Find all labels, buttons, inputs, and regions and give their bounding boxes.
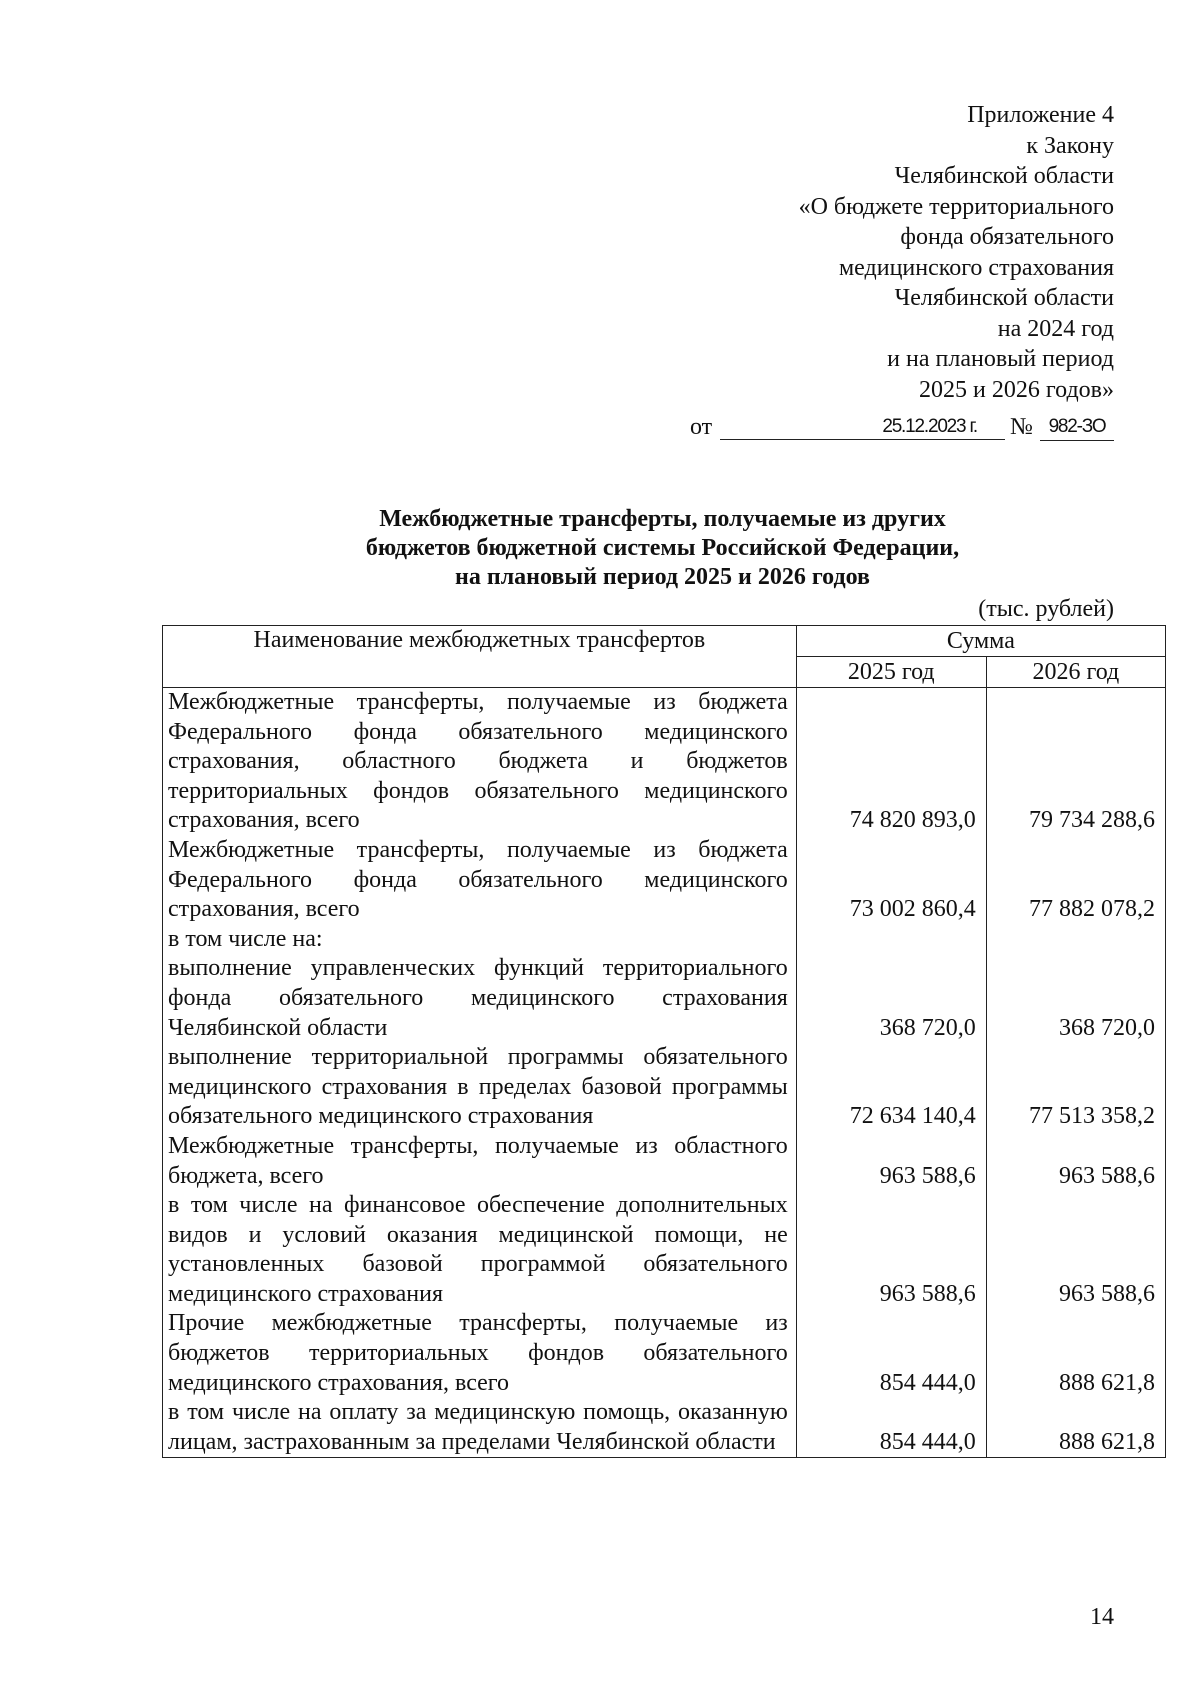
from-label: от (690, 414, 713, 440)
law-date-number-line (690, 414, 1114, 444)
appendix-line: медицинского страхования (838, 254, 1114, 281)
appendix-line: к Закону (1026, 132, 1114, 159)
row-sum-2026: 79 734 288,6 (986, 688, 1165, 836)
table-header-row (163, 626, 1166, 657)
document-title (160, 505, 1165, 592)
appendix-line: Челябинской области (894, 285, 1114, 311)
table-row (163, 1132, 1166, 1191)
row-sum-2025 (796, 925, 986, 955)
row-sum-2025: 963 588,6 (796, 1132, 986, 1191)
table-row (163, 1398, 1166, 1458)
appendix-line: «О бюджете территориального (798, 193, 1114, 220)
header-name: Наименование межбюджетных трансфертов (163, 626, 797, 688)
row-sum-2025: 73 002 860,4 (796, 836, 986, 925)
header-year-2025: 2025 год (796, 657, 986, 688)
row-sum-2026: 888 621,8 (986, 1398, 1165, 1458)
table-row (163, 925, 1166, 955)
row-sum-2026: 963 588,6 (986, 1191, 1165, 1309)
row-sum-2025: 368 720,0 (796, 954, 986, 1043)
transfers-table (162, 625, 1166, 1458)
row-sum-2026 (986, 925, 1165, 955)
table-row (163, 688, 1166, 836)
row-sum-2025: 72 634 140,4 (796, 1043, 986, 1132)
row-name: в том числе на: (163, 925, 797, 955)
appendix-line: фонда обязательного (900, 224, 1114, 250)
page-number: 14 (1090, 1604, 1114, 1630)
law-number: 982-ЗО (1040, 414, 1114, 441)
appendix-line: Челябинской области (894, 163, 1114, 189)
row-sum-2025: 854 444,0 (796, 1309, 986, 1398)
title-line: бюджетов бюджетной системы Российской Федерации, (365, 535, 960, 561)
appendix-line: 2025 и 2026 годов» (919, 376, 1114, 403)
title-line: на плановый период 2025 и 2026 годов (455, 564, 870, 590)
row-name: выполнение территориальной программы обязательного медицинского страхования в пределах базовой программы обязательного медицинского страхования (163, 1043, 797, 1132)
row-name: в том числе на оплату за медицинскую помощь, оказанную лицам, застрахованным за пределами Челябинской области (163, 1398, 797, 1458)
row-sum-2026: 963 588,6 (986, 1132, 1165, 1191)
table-row (163, 1191, 1166, 1309)
table-row (163, 1309, 1166, 1398)
appendix-block (799, 100, 1114, 405)
appendix-line: Приложение 4 (967, 102, 1114, 128)
row-name: выполнение управленческих функций территориального фонда обязательного медицинского страхования Челябинской области (163, 954, 797, 1043)
row-sum-2026: 368 720,0 (986, 954, 1165, 1043)
row-sum-2026: 77 513 358,2 (986, 1043, 1165, 1132)
row-sum-2025: 963 588,6 (796, 1191, 986, 1309)
row-name: Межбюджетные трансферты, получаемые из областного бюджета, всего (163, 1132, 797, 1191)
row-sum-2026: 77 882 078,2 (986, 836, 1165, 925)
table-row (163, 1043, 1166, 1132)
unit-label: (тыс. рублей) (978, 596, 1114, 622)
row-name: Межбюджетные трансферты, получаемые из бюджета Федерального фонда обязательного медицинского страхования, областного бюджета и бюджетов территориальных фондов обязательного медицинского страхования, всего (163, 688, 797, 836)
number-label: № (1010, 414, 1033, 440)
appendix-line: на 2024 год (997, 315, 1114, 342)
table-row (163, 954, 1166, 1043)
row-sum-2025: 74 820 893,0 (796, 688, 986, 836)
header-sum: Сумма (796, 626, 1165, 657)
row-name: Прочие межбюджетные трансферты, получаемые из бюджетов территориальных фондов обязательного медицинского страхования, всего (163, 1309, 797, 1398)
row-name: Межбюджетные трансферты, получаемые из бюджета Федерального фонда обязательного медицинского страхования, всего (163, 836, 797, 925)
row-sum-2026: 888 621,8 (986, 1309, 1165, 1398)
row-sum-2025: 854 444,0 (796, 1398, 986, 1458)
row-name: в том числе на финансовое обеспечение дополнительных видов и условий оказания медицинской помощи, не установленных базовой программой обязательного медицинского страхования (163, 1191, 797, 1309)
appendix-line: и на плановый период (887, 346, 1114, 372)
header-year-2026: 2026 год (986, 657, 1165, 688)
title-line: Межбюджетные трансферты, получаемые из других (379, 506, 946, 532)
law-date: 25.12.2023 г. (720, 414, 1005, 440)
table-row (163, 836, 1166, 925)
